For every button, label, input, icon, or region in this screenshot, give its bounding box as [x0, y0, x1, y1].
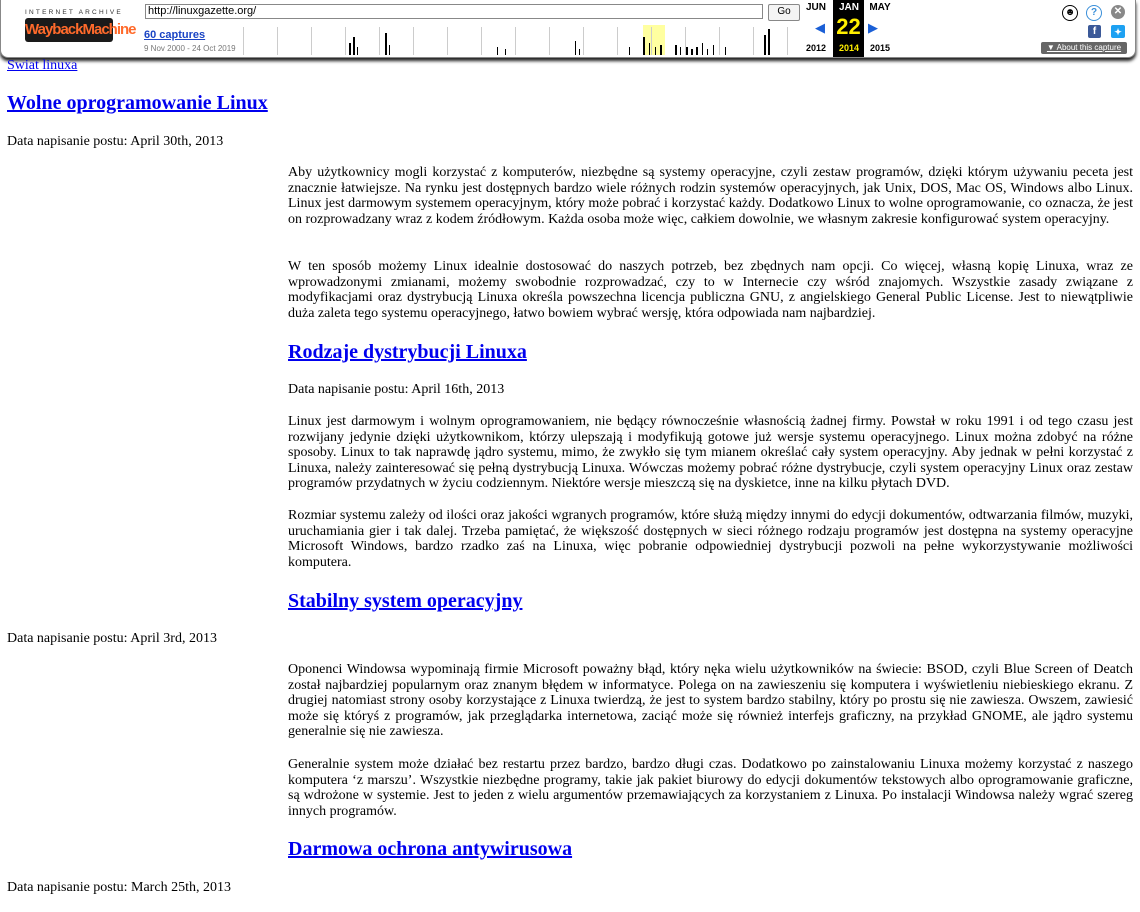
go-button[interactable]: Go: [768, 4, 800, 21]
user-icon[interactable]: ☻: [1062, 5, 1078, 21]
next-capture-arrow-icon[interactable]: ▶: [868, 20, 878, 35]
post-paragraph: Linux jest darmowym i wolnym oprogramowaniem, nie będący równocześnie własnością żadnej firmy. Powstał w roku 1991 i od tego czasu jest rozwijany jedynie dzięki użytkownikom, którzy ulepszają i modyfikują gotowe już wersje systemu operacyjnego. Linux można zdobyć na różne sposoby. Linux to tak naprawdę jądro systemu, mimo, że zwykło się tym mianem określać cały system operacyjny. Aby jednak w pełni korzystać z Linuxa, należy zainteresować się pełną dystrybucją Linuxa. Wówczas możemy pobrać różne dystrybucje, czyli system operacyjny Linux oraz zestaw programów przydatnych w życiu codziennym. Niektóre wersje mieszczą się na dyskietce, inne na kilku płytach DVD.: [288, 414, 1133, 491]
post-title-link[interactable]: Stabilny system operacyjny: [288, 590, 523, 612]
current-day: 22: [836, 14, 861, 39]
prev-capture-arrow-icon[interactable]: ◀: [815, 20, 825, 35]
about-capture-button[interactable]: ▼ About this capture: [1041, 42, 1127, 54]
post-paragraph: Aby użytkownicy mogli korzystać z komputerów, niezbędne są systemy operacyjne, czyli zestaw programów, dzięki którym używaniu peceta jest znacznie łatwiejsze. Na rynku jest dostępnych bardzo wiele różnych rodzin systemów operacyjnych, jak Unix, DOS, Mac OS, Windows albo Linux. Linux jest darmowym systemem operacyjnym, który może pobrać i korzystać każdy. Dodatkowo Linux to wolne oprogramowanie, co oznacza, że jest on rozprowadzany wraz z kodem źródłowym. Każda osoba może więc, całkiem dowolnie, we własnym zakresie konfigurować system operacyjny.: [288, 165, 1133, 227]
site-home-link[interactable]: Swiat linuxa: [7, 58, 78, 73]
post-paragraph: W ten sposób możemy Linux idealnie dostosować do naszych potrzeb, bez zbędnych nam opcji. Co więcej, własną kopię Linuxa, wraz ze wprowadzonymi zmianami, możemy swobodnie rozprowadzać, czy to w Internecie czy wśród znajomych. Wszystkie zasady związane z modyfikacjami oraz dystrybucją Linuxa określa powszechna licencja publiczna GNU, z angielskiego General Public License. Jest to niewątpliwie duża zaleta tego systemu operacyjnego, łatwo bowiem wybrać wersję, która odpowiada nam najbardziej.: [288, 259, 1133, 321]
current-month: JAN: [838, 2, 859, 13]
close-icon[interactable]: ✕: [1111, 5, 1125, 19]
post-paragraph: Generalnie system może działać bez restartu przez bardzo, bardzo długi czas. Dodatkowo po zainstalowaniu Linuxa możemy korzystać z naszego komputera ‘z marszu’. Wszystkie niezbędne programy, takie jak pakiet biurowy do edycji dokumentów tekstowych albo oprogramowanie graficzne, są wdrożone w systemie. Jest to jeden z wielu argumentów przemawiających za korzystaniem z Linuxa. Po instalacji Windowsa należy wgrać szereg innych programów.: [288, 757, 1133, 819]
next-month-link[interactable]: MAY: [869, 2, 891, 13]
next-year-link[interactable]: 2015: [869, 43, 891, 53]
prev-month-link[interactable]: JUN: [805, 2, 826, 13]
url-input[interactable]: http://linuxgazette.org/: [145, 4, 763, 19]
capture-sparkline[interactable]: [239, 25, 799, 55]
facebook-icon[interactable]: f: [1088, 25, 1101, 38]
capture-date-range: 9 Nov 2000 - 24 Oct 2019: [144, 44, 236, 53]
post-paragraph: Oponenci Windowsa wypominają firmie Microsoft poważny błąd, który nęka wielu użytkowników na świecie: BSOD, czyli Blue Screen of Deatch został najbardziej popularnym oraz znanym błędem w informatyce. Polega on na zawieszeniu się komputera i wyświetleniu niebieskiego ekranu. Z drugiej natomiast strony osoby korzystające z Linuxa twierdzą, że jest to system bardzo stabilny, który po prostu się nie zawiesza. Owszem, zawiesić może się któryś z programów, jak przeglądarka internetowa, zaciąć może się również interfejs graficzny, na przykład GNOME, ale jądro systemu generalnie się nie zawiesza.: [288, 662, 1133, 739]
help-icon[interactable]: ?: [1086, 5, 1102, 21]
wayback-toolbar: [0, 0, 1136, 58]
internet-archive-label: INTERNET ARCHIVE: [25, 9, 123, 16]
current-year: 2014: [838, 43, 860, 53]
post-title-link[interactable]: Wolne oprogramowanie Linux: [7, 92, 268, 114]
prev-year-link[interactable]: 2012: [805, 43, 827, 53]
twitter-icon[interactable]: ✦: [1111, 25, 1125, 38]
post-title-link[interactable]: Darmowa ochrona antywirusowa: [288, 838, 573, 860]
post-title-link[interactable]: Rodzaje dystrybucji Linuxa: [288, 341, 527, 363]
post-date: Data napisanie postu: March 25th, 2013: [7, 880, 231, 895]
wayback-logo[interactable]: WaybackMachine: [25, 18, 113, 42]
captures-link[interactable]: 60 captures: [144, 29, 206, 41]
post-paragraph: Rozmiar systemu zależy od ilości oraz jakości wgranych programów, które służą między innymi do edycji dokumentów, odtwarzania filmów, muzyki, uruchamiania gier i tak dalej. Trzeba pamiętać, że większość dostępnych w sieci różnego rodzaju programów jest dostępna na systemy operacyjne Microsoft Windows, bardzo rzadko zaś na Linuxa, więc pobranie odpowiedniej dystrybucji pozwoli na pełne wykorzystywanie możliwości komputera.: [288, 508, 1133, 570]
post-date: Data napisanie postu: April 30th, 2013: [7, 134, 224, 149]
post-date: Data napisanie postu: April 16th, 2013: [288, 382, 505, 397]
post-date: Data napisanie postu: April 3rd, 2013: [7, 631, 217, 646]
